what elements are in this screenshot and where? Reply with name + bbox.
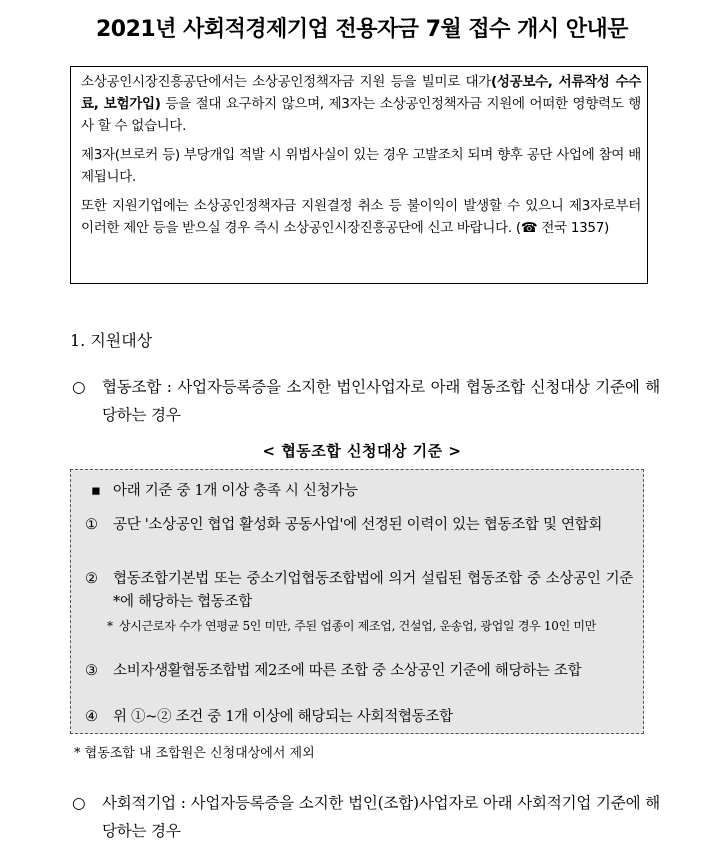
bullet-social-enterprise-text: 사회적기업 : 사업자등록증을 소지한 법인(조합)사업자로 아래 사회적기업 기준에 해당하는 경우 <box>102 794 660 840</box>
notice-paragraph-2: 제3자(브로커 등) 부당개입 적발 시 위법사실이 있는 경우 고발조치 되며 향후 공단 사업에 참여 배제됩니다. <box>81 147 641 185</box>
bullet-social-enterprise <box>70 789 660 845</box>
page-title: 2021년 사회적경제기업 전용자금 7월 접수 개시 안내문 <box>95 17 629 42</box>
notice-paragraph-3: 또한 지원기업에는 소상공인정책자금 지원결정 취소 등 불이익이 발생할 수 있으니 제3자로부터 이러한 제안 등을 받으실 경우 즉시 소상공인시장진흥공단에 신고 바랍니다. (☎ 전국 1357) <box>81 198 641 236</box>
criteria-title: < 협동조합 신청대상 기준 > <box>262 442 462 460</box>
criteria-item-3: ③ 소비자생활협동조합법 제2조에 따른 조합 중 소상공인 기준에 해당하는 조합 <box>85 663 582 679</box>
square-bullet-icon: ▪ <box>91 483 101 499</box>
criteria-item-2-note: * 상시근로자 수가 연평균 5인 미만, 주된 업종이 제조업, 건설업, 운송업, 광업일 경우 10인 미만 <box>107 619 596 633</box>
circle-bullet-icon: ○ <box>72 794 86 812</box>
criteria-item-1: ① 공단 '소상공인 협업 활성화 공동사업'에 선정된 이력이 있는 협동조합 및 연합회 <box>85 517 603 533</box>
bullet-cooperative-text: 협동조합 : 사업자등록증을 소지한 법인사업자로 아래 협동조합 신청대상 기준에 해당하는 경우 <box>102 378 660 424</box>
criteria-intro: ▪ 아래 기준 중 1개 이상 충족 시 신청가능 <box>85 480 633 503</box>
notice-paragraph-1: 소상공인시장진흥공단에서는 소상공인정책자금 지원 등을 빌미로 대가(성공보수, 서류작성 수수료, 보험가입) 등을 절대 요구하지 않으며, 제3자는 소상공인정책자금 지원에 어떠한 영향력도 행사 할 수 없습니다. <box>81 74 641 134</box>
section-heading-support-target: 1. 지원대상 <box>70 331 153 350</box>
footnote-member-exclusion: * 협동조합 내 조합원은 신청대상에서 제외 <box>74 746 315 761</box>
criteria-item-2: ② 협동조합기본법 또는 중소기업협동조합법에 의거 설립된 협동조합 중 소상공인 기준*에 해당하는 협동조합 <box>85 571 633 610</box>
notice-bold-text: (성공보수, 서류작성 수수료, 보험가입) <box>81 74 641 112</box>
criteria-item-4: ④ 위 ①~② 조건 중 1개 이상에 해당되는 사회적협동조합 <box>85 709 453 725</box>
criteria-box <box>70 469 644 734</box>
warning-notice-box <box>70 66 648 284</box>
bullet-cooperative <box>70 373 660 429</box>
circle-bullet-icon: ○ <box>72 378 86 396</box>
